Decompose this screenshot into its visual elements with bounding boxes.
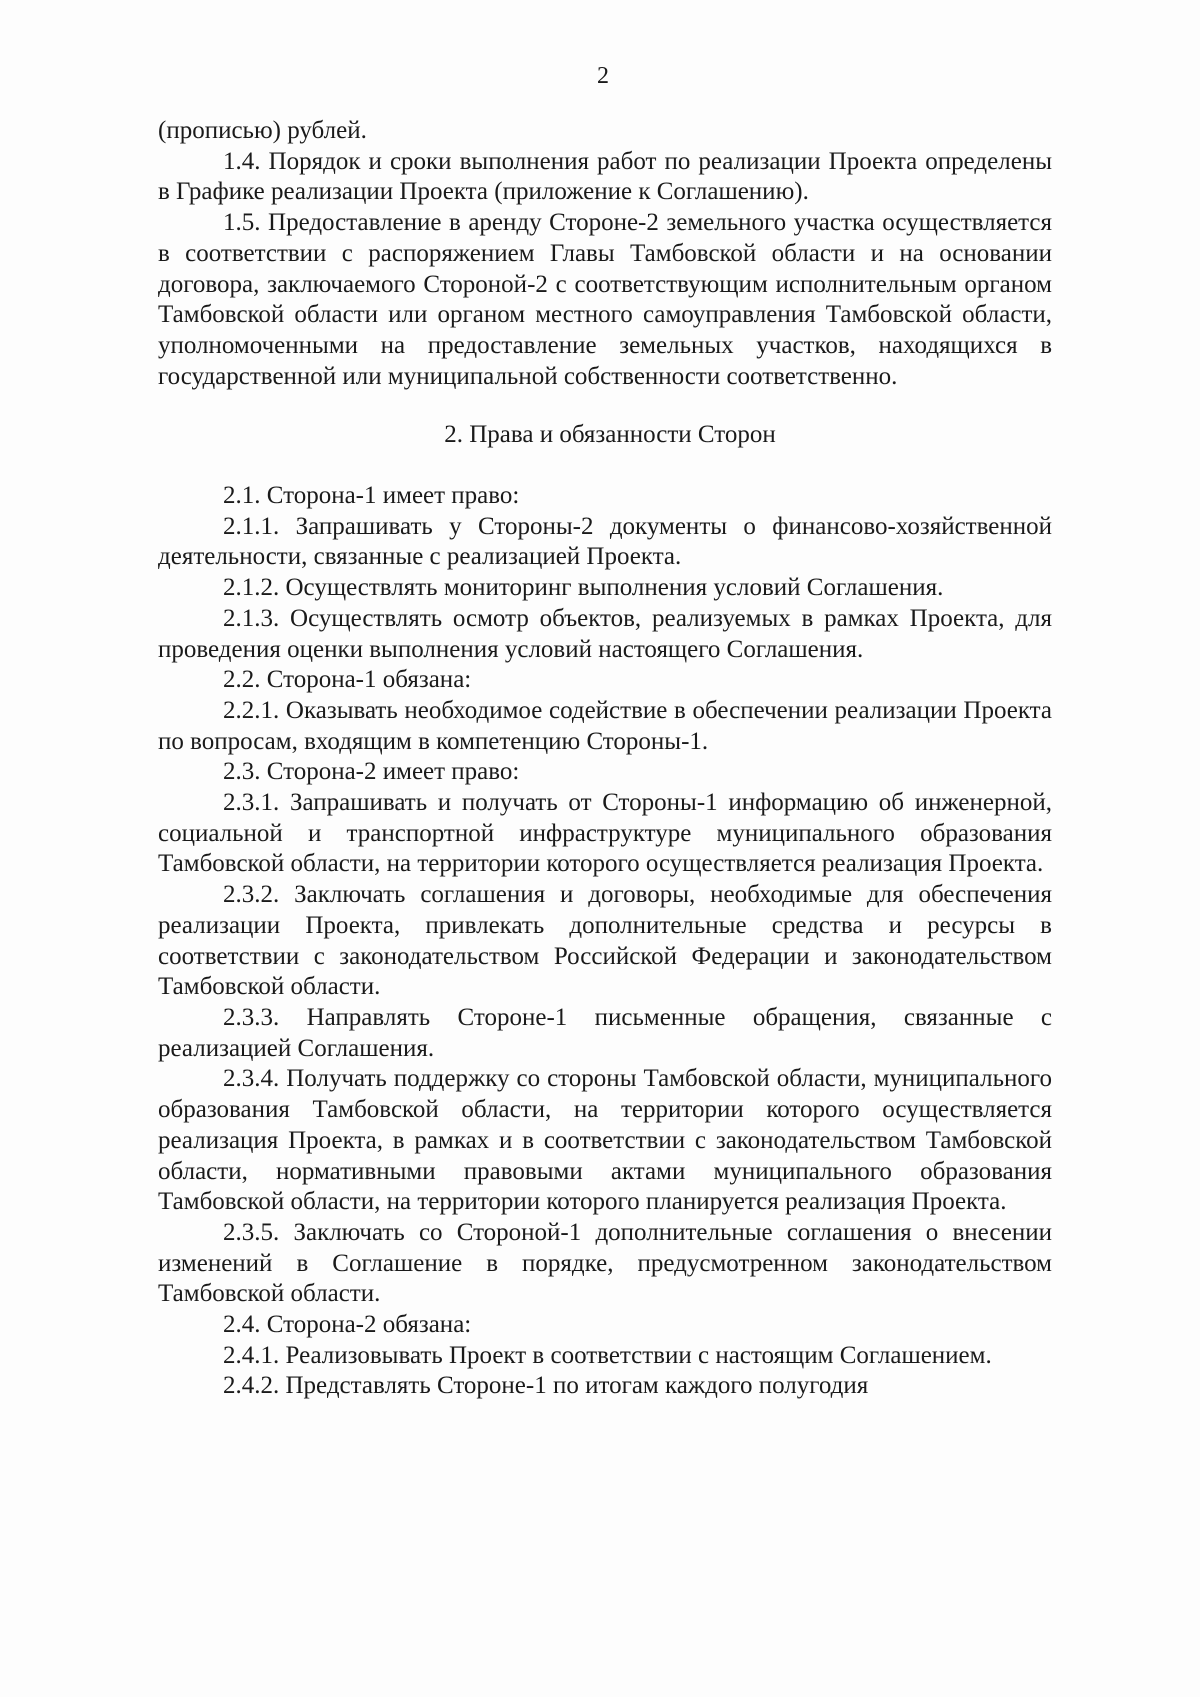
paragraph-2-1-1: 2.1.1. Запрашивать у Стороны-2 документы о финансово-хозяйственной деятельности, связанные с реализацией Проекта. — [158, 512, 1052, 571]
paragraph-2-2: 2.2. Сторона-1 обязана: — [223, 666, 472, 694]
paragraph-2-3-3: 2.3.3. Направлять Стороне-1 письменные обращения, связанные с реализацией Соглашения. — [158, 1003, 1052, 1062]
section-heading: 2. Права и обязанности Сторон — [444, 421, 776, 449]
page-number: 2 — [597, 63, 609, 89]
paragraph-2-3-1: 2.3.1. Запрашивать и получать от Стороны-1 информацию об инженерной, социальной и транспортной инфраструктуре муниципального образования Тамбовской области, на территории которого осуществляется реализация Проекта. — [158, 789, 1052, 878]
paragraph-2-3-4: 2.3.4. Получать поддержку со стороны Тамбовской области, муниципального образования Тамбовской области, на территории которого осуществляется реализация Проекта, в рамках и в соответствии с законодательством Тамбовской области, нормативными правовыми актами муниципального образования Тамбовской области, на территории которого планируется реализация Проекта. — [158, 1065, 1052, 1216]
paragraph-1-5: 1.5. Предоставление в аренду Стороне-2 земельного участка осуществляется в соответствии с распоряжением Главы Тамбовской области и на основании договора, заключаемого Стороной-2 с соответствующим исполнительным органом Тамбовской области или органом местного самоуправления Тамбовской области, уполномоченными на предоставление земельных участков, находящихся в государственной или муниципальной собственности соответственно. — [158, 209, 1052, 390]
paragraph-2-4-1: 2.4.1. Реализовывать Проект в соответствии с настоящим Соглашением. — [223, 1341, 992, 1369]
paragraph-2-4-2: 2.4.2. Представлять Стороне-1 по итогам каждого полугодия — [223, 1372, 869, 1400]
document-body — [158, 116, 1052, 1402]
paragraph-1-4: 1.4. Порядок и сроки выполнения работ по реализации Проекта определены в Графике реализации Проекта (приложение к Соглашению). — [158, 147, 1052, 206]
paragraph-continuation: (прописью) рублей. — [158, 117, 367, 144]
paragraph-2-2-1: 2.2.1. Оказывать необходимое содействие в обеспечении реализации Проекта по вопросам, входящим в компетенцию Стороны-1. — [158, 696, 1052, 755]
paragraph-2-1-2: 2.1.2. Осуществлять мониторинг выполнения условий Соглашения. — [223, 574, 944, 602]
paragraph-2-1-3: 2.1.3. Осуществлять осмотр объектов, реализуемых в рамках Проекта, для проведения оценки выполнения условий настоящего Соглашения. — [158, 604, 1052, 663]
paragraph-2-3: 2.3. Сторона-2 имеет право: — [223, 758, 520, 786]
paragraph-2-3-5: 2.3.5. Заключать со Стороной-1 дополнительные соглашения о внесении изменений в Соглашение в порядке, предусмотренном законодательством Тамбовской области. — [158, 1218, 1052, 1308]
paragraph-2-3-2: 2.3.2. Заключать соглашения и договоры, необходимые для обеспечения реализации Проекта, привлекать дополнительные средства и ресурсы в соответствии с законодательством Российской Федерации и законодательством Тамбовской области. — [158, 881, 1052, 1001]
paragraph-2-4: 2.4. Сторона-2 обязана: — [223, 1311, 472, 1339]
paragraph-2-1: 2.1. Сторона-1 имеет право: — [223, 482, 520, 510]
